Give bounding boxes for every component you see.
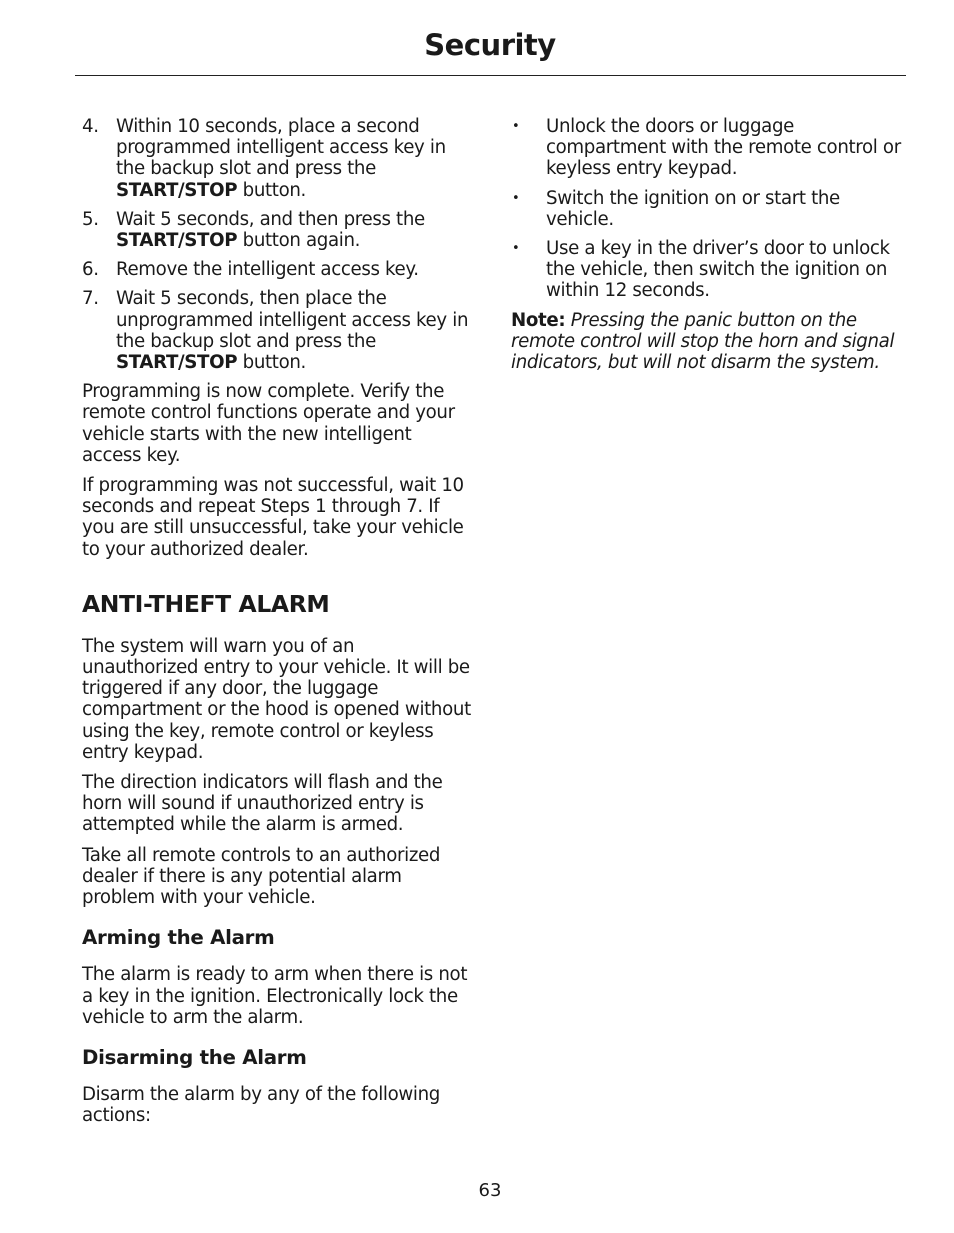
bullet-icon: • — [512, 119, 520, 134]
step-number: 4. — [82, 116, 99, 137]
header-rule — [75, 75, 906, 76]
list-item — [82, 288, 474, 373]
step-number: 7. — [82, 288, 99, 310]
disarm-actions-list — [511, 116, 906, 302]
step-number: 5. — [82, 208, 99, 230]
list-item — [511, 238, 906, 302]
list-item — [511, 188, 906, 230]
disarming-text: Disarm the alarm by any of the following actions: — [82, 1083, 440, 1127]
list-item — [82, 209, 474, 251]
programming-unsuccessful-text: If programming was not successful, wait 10 seconds and repeat Steps 1 through 7. If you are still unsuccessful, take your vehicle to your authorized dealer. — [82, 475, 464, 560]
note-text — [511, 310, 906, 374]
list-item — [511, 116, 906, 180]
arming-text: The alarm is ready to arm when there is not a key in the ignition. Electronically lock the vehicle to arm the alarm. — [82, 964, 468, 1028]
list-item — [82, 259, 474, 280]
right-column — [511, 116, 906, 382]
section-heading: ANTI-THEFT ALARM — [82, 589, 330, 618]
step-text: Remove the intelligent access key. — [116, 259, 419, 281]
list-item — [82, 116, 474, 201]
bullet-text: Unlock the doors or luggage compartment with the remote control or keyless entry keypad. — [546, 116, 901, 180]
programming-complete-text: Programming is now complete. Verify the remote control functions operate and your vehicle starts with the new intelligent access key. — [82, 381, 455, 466]
arming-heading: Arming the Alarm — [82, 926, 275, 950]
left-column — [82, 116, 474, 1135]
note-body: Pressing the panic button on the remote control will stop the horn and signal indicators, but will not disarm the system. — [511, 309, 895, 374]
page-number: 63 — [478, 1180, 502, 1201]
disarming-heading: Disarming the Alarm — [82, 1045, 307, 1069]
alarm-paragraph: The direction indicators will flash and the horn will sound if unauthorized entry is attempted while the alarm is armed. — [82, 772, 443, 836]
alarm-paragraph: Take all remote controls to an authorized dealer if there is any potential alarm problem with your vehicle. — [82, 844, 441, 909]
step-text: Within 10 seconds, place a second programmed intelligent access key in the backup slot and press the START/STOP button. — [116, 116, 446, 201]
step-number: 6. — [82, 259, 99, 281]
step-text: Wait 5 seconds, then place the unprogrammed intelligent access key in the backup slot and press the START/STOP button. — [116, 288, 469, 374]
steps-list — [82, 116, 474, 373]
alarm-paragraph: The system will warn you of an unauthorized entry to your vehicle. It will be triggered if any door, the luggage compartment or the hood is opened without using the key, remote control or keyless entry keypad. — [82, 635, 471, 763]
bullet-icon: • — [512, 241, 520, 257]
bullet-text: Use a key in the driver’s door to unlock the vehicle, then switch the ignition on within 12 seconds. — [546, 238, 890, 302]
bullet-text: Switch the ignition on or start the vehicle. — [546, 187, 840, 230]
note-label: Note: — [511, 309, 566, 331]
page-title: Security — [424, 28, 556, 62]
bullet-icon: • — [512, 190, 520, 206]
step-text: Wait 5 seconds, and then press the START/STOP button again. — [116, 208, 425, 252]
